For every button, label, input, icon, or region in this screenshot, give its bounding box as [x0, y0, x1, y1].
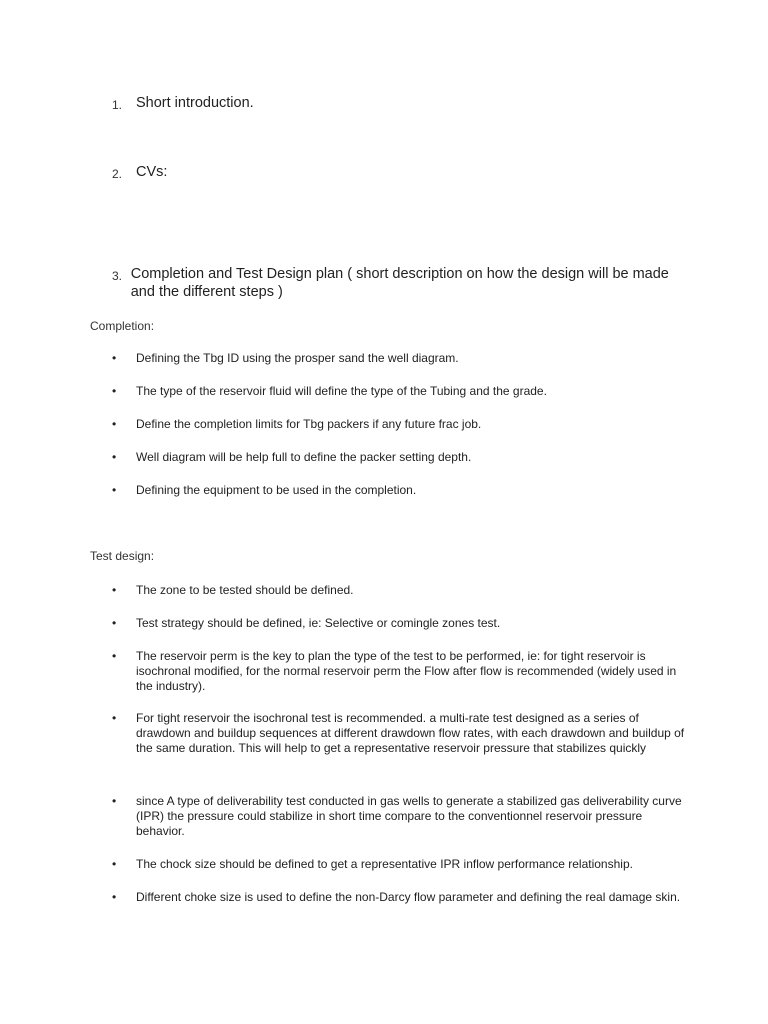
list-item: • For tight reservoir the isochronal test is recommended. a multi-rate test designed as a series of drawdown and buildup sequences at different drawdown flow rates, with each drawdown and buildup of the same duration. This will help to get a representative reservoir pressure that stabilizes quickly — [108, 711, 688, 756]
section-label-completion: Completion: — [90, 319, 155, 333]
heading-cvs: CVs: — [136, 164, 168, 180]
list-item: • Defining the equipment to be used in the completion. — [108, 483, 688, 498]
list-item: • Different choke size is used to define the non-Darcy flow parameter and defining the real damage skin. — [108, 890, 688, 905]
bullet-dot: • — [112, 351, 117, 365]
list-item: • The reservoir perm is the key to plan the type of the test to be performed, ie: for tight reservoir is isochronal modified, for the normal reservoir perm the Flow after flow is recommended (widely used in the industry). — [108, 649, 688, 694]
list-number: 2. — [112, 167, 123, 181]
bullet-dot: • — [112, 583, 117, 597]
bullet-dot: • — [112, 417, 117, 431]
section-label-test-design: Test design: — [90, 549, 155, 563]
list-item: • The zone to be tested should be defined. — [108, 583, 688, 598]
list-item: • Defining the Tbg ID using the prosper sand the well diagram. — [108, 351, 688, 366]
list-number: 3. — [112, 269, 123, 283]
bullet-dot: • — [112, 649, 117, 663]
list-item: • since A type of deliverability test conducted in gas wells to generate a stabilized gas deliverability curve (IPR) the pressure could stabilize in short time compare to the conventionnel reservoir pressure behavior. — [108, 794, 688, 839]
bullet-dot: • — [112, 616, 117, 630]
bullet-dot: • — [112, 483, 117, 497]
bullet-dot: • — [112, 384, 117, 398]
list-number: 1. — [112, 98, 123, 112]
bullet-dot: • — [112, 450, 117, 464]
bullet-dot: • — [112, 857, 117, 871]
numbered-item-3 — [112, 265, 672, 301]
heading-completion-test-design: Completion and Test Design plan ( short description on how the design will be made and the different steps ) — [130, 266, 669, 300]
bullet-dot: • — [112, 711, 117, 725]
list-item: • The type of the reservoir fluid will define the type of the Tubing and the grade. — [108, 384, 688, 399]
numbered-item-1 — [112, 94, 672, 114]
bullet-dot: • — [112, 890, 117, 904]
heading-short-introduction: Short introduction. — [136, 95, 254, 111]
list-item: • Define the completion limits for Tbg packers if any future frac job. — [108, 417, 688, 432]
list-item: • Test strategy should be defined, ie: Selective or comingle zones test. — [108, 616, 688, 631]
bullet-dot: • — [112, 794, 117, 808]
list-item: • Well diagram will be help full to define the packer setting depth. — [108, 450, 688, 465]
list-item: • The chock size should be defined to get a representative IPR inflow performance relationship. — [108, 857, 688, 872]
numbered-item-2 — [112, 163, 672, 183]
